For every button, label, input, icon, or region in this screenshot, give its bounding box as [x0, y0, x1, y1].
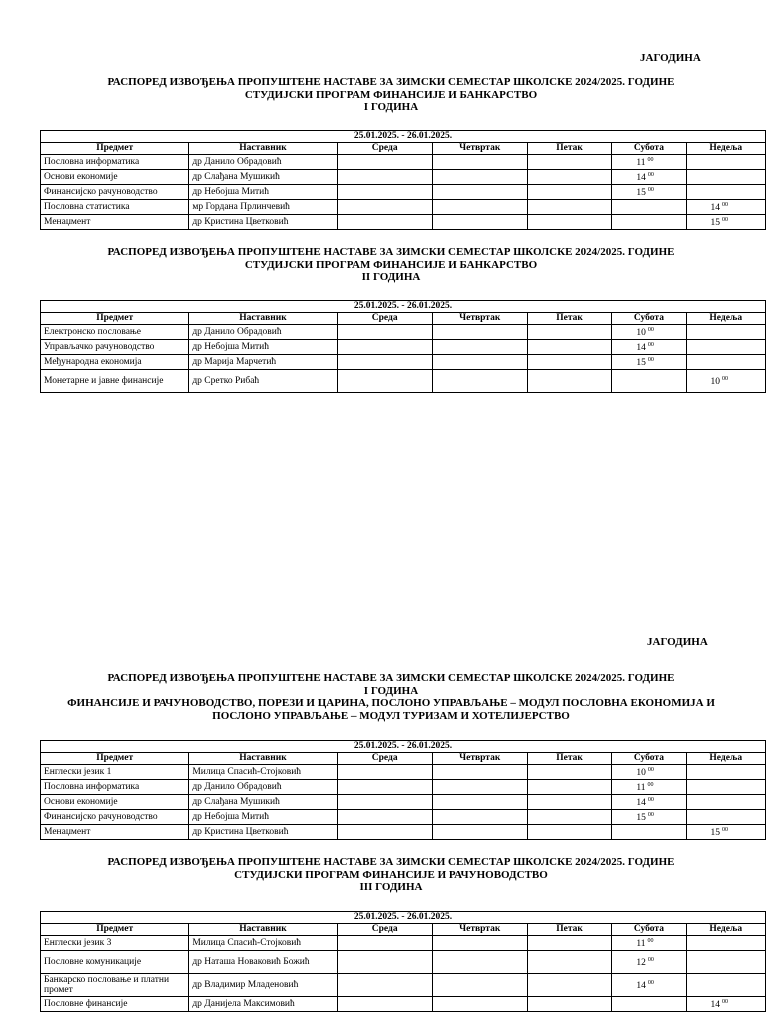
teacher-cell: др Сретко Рибаћ: [189, 370, 337, 393]
teacher-cell: др Слађана Мушикић: [189, 795, 337, 810]
subject-cell: Банкарско пословање и платни промет: [41, 974, 189, 997]
title-line: РАСПОРЕД ИЗВОЂЕЊА ПРОПУШТЕНЕ НАСТАВЕ ЗА ЗИМСКИ СЕМЕСТАР ШКОЛСКЕ 2024/2025. ГОДИНЕ: [107, 672, 675, 684]
empty-cell: [432, 155, 527, 170]
time-minutes: 00: [722, 999, 729, 1005]
empty-cell: [432, 185, 527, 200]
sunday-cell: [686, 355, 765, 370]
time-hour: 14: [710, 1000, 721, 1010]
teacher-cell: др Слађана Мушикић: [189, 170, 337, 185]
empty-cell: [432, 340, 527, 355]
empty-cell: [527, 170, 612, 185]
sunday-cell: [686, 325, 765, 340]
time-hour: 10: [636, 328, 646, 338]
sunday-cell: [686, 155, 765, 170]
schedule-title: [30, 856, 752, 894]
column-header: Четвртак: [432, 753, 527, 765]
empty-cell: [527, 355, 612, 370]
column-header: Среда: [337, 753, 432, 765]
subject-cell: Финансијско рачуноводство: [41, 810, 189, 825]
time-hour: 11: [636, 939, 646, 949]
empty-cell: [527, 185, 612, 200]
time-minutes: 00: [722, 827, 729, 833]
empty-cell: [527, 795, 612, 810]
teacher-cell: др Марија Марчетић: [189, 355, 337, 370]
sunday-cell: [686, 780, 765, 795]
time-minutes: 00: [722, 202, 729, 208]
teacher-cell: др Наташа Новаковић Божић: [189, 951, 337, 974]
time-minutes: 00: [647, 957, 654, 963]
column-header: Среда: [337, 313, 432, 325]
saturday-cell: [612, 974, 686, 997]
column-header: Предмет: [41, 753, 189, 765]
saturday-cell: [612, 355, 686, 370]
column-header: Наставник: [189, 924, 337, 936]
teacher-cell: др Данило Обрадовић: [189, 155, 337, 170]
empty-cell: [337, 810, 432, 825]
table-row: [41, 215, 766, 230]
subject-cell: Основи економије: [41, 170, 189, 185]
sunday-cell: [686, 170, 765, 185]
empty-cell: [527, 951, 612, 974]
teacher-cell: Милица Спасић-Стојковић: [189, 936, 337, 951]
saturday-cell: [612, 997, 686, 1012]
empty-cell: [432, 780, 527, 795]
time-minutes: 00: [647, 797, 654, 803]
empty-cell: [432, 325, 527, 340]
column-header: Наставник: [189, 313, 337, 325]
time-hour: 15: [636, 813, 646, 823]
teacher-cell: др Данило Обрадовић: [189, 325, 337, 340]
title-line: ФИНАНСИЈЕ И РАЧУНОВОДСТВО, ПОРЕЗИ И ЦАРИНА, ПОСЛОНО УПРАВЉАЊЕ – МОДУЛ ПОСЛОВНА ЕКОНОМИЈА И: [67, 697, 715, 709]
subject-cell: Пословна информатика: [41, 155, 189, 170]
time-hour: 15: [636, 358, 646, 368]
teacher-cell: др Кристина Цветковић: [189, 825, 337, 840]
time-hour: 14: [636, 173, 646, 183]
title-line: РАСПОРЕД ИЗВОЂЕЊА ПРОПУШТЕНЕ НАСТАВЕ ЗА ЗИМСКИ СЕМЕСТАР ШКОЛСКЕ 2024/2025. ГОДИНЕ: [107, 246, 675, 258]
sunday-cell: [686, 200, 765, 215]
header-row: [41, 924, 766, 936]
empty-cell: [432, 795, 527, 810]
time-hour: 14: [636, 343, 646, 353]
time-minutes: 00: [647, 357, 654, 363]
time-minutes: 00: [647, 342, 654, 348]
table-row: [41, 951, 766, 974]
column-header: Петак: [527, 143, 612, 155]
empty-cell: [432, 825, 527, 840]
empty-cell: [337, 155, 432, 170]
sunday-cell: [686, 215, 765, 230]
empty-cell: [432, 974, 527, 997]
subject-cell: Енглески језик 3: [41, 936, 189, 951]
table-row: [41, 780, 766, 795]
subject-cell: Међународна економија: [41, 355, 189, 370]
time-minutes: 00: [722, 217, 729, 223]
empty-cell: [527, 765, 612, 780]
table-row: [41, 997, 766, 1012]
schedule-table: [40, 740, 766, 840]
header-row: [41, 313, 766, 325]
title-line: РАСПОРЕД ИЗВОЂЕЊА ПРОПУШТЕНЕ НАСТАВЕ ЗА ЗИМСКИ СЕМЕСТАР ШКОЛСКЕ 2024/2025. ГОДИНЕ: [107, 76, 675, 88]
sunday-cell: [686, 765, 765, 780]
empty-cell: [527, 155, 612, 170]
sunday-cell: [686, 936, 765, 951]
time-hour: 14: [636, 981, 646, 991]
time-hour: 15: [636, 188, 646, 198]
title-line: ПОСЛОНО УПРАВЉАЊЕ – МОДУЛ ТУРИЗАМ И ХОТЕЛИЈЕРСТВО: [212, 709, 570, 722]
schedule-table: [40, 130, 766, 230]
table-row: [41, 825, 766, 840]
subject-cell: Пословна информатика: [41, 780, 189, 795]
column-header: Четвртак: [432, 313, 527, 325]
empty-cell: [527, 325, 612, 340]
time-minutes: 00: [647, 767, 654, 773]
time-hour: 14: [636, 798, 646, 808]
title-line: СТУДИЈСКИ ПРОГРАМ ФИНАНСИЈЕ И БАНКАРСТВО: [244, 88, 538, 101]
city-label: ЈАГОДИНА: [647, 636, 708, 648]
time-minutes: 00: [647, 938, 654, 944]
table-row: [41, 200, 766, 215]
subject-cell: Менаџмент: [41, 825, 189, 840]
column-header: Предмет: [41, 924, 189, 936]
saturday-cell: [612, 765, 686, 780]
saturday-cell: [612, 951, 686, 974]
empty-cell: [432, 355, 527, 370]
empty-cell: [432, 200, 527, 215]
time-hour: 11: [636, 783, 646, 793]
empty-cell: [527, 340, 612, 355]
saturday-cell: [612, 370, 686, 393]
sunday-cell: [686, 185, 765, 200]
empty-cell: [337, 200, 432, 215]
date-range: 25.01.2025. - 26.01.2025.: [41, 131, 766, 143]
schedule-title: [30, 246, 752, 284]
time-minutes: 00: [722, 376, 729, 382]
empty-cell: [337, 974, 432, 997]
header-row: [41, 143, 766, 155]
time-minutes: 00: [647, 172, 654, 178]
column-header: Недеља: [686, 143, 765, 155]
sunday-cell: [686, 795, 765, 810]
subject-cell: Управљачко рачуноводство: [41, 340, 189, 355]
subject-cell: Монетарне и јавне финансије: [41, 370, 189, 393]
sunday-cell: [686, 951, 765, 974]
title-line: III ГОДИНА: [359, 881, 423, 893]
header-row: [41, 753, 766, 765]
table-row: [41, 795, 766, 810]
time-hour: 14: [710, 203, 721, 213]
teacher-cell: др Данило Обрадовић: [189, 780, 337, 795]
empty-cell: [337, 825, 432, 840]
table-row: [41, 340, 766, 355]
column-header: Среда: [337, 143, 432, 155]
time-hour: 15: [710, 828, 721, 838]
title-line: I ГОДИНА: [363, 101, 419, 113]
column-header: Наставник: [189, 143, 337, 155]
saturday-cell: [612, 795, 686, 810]
column-header: Предмет: [41, 143, 189, 155]
table-row: [41, 370, 766, 393]
subject-cell: Пословна статистика: [41, 200, 189, 215]
empty-cell: [527, 936, 612, 951]
saturday-cell: [612, 325, 686, 340]
teacher-cell: мр Гордана Прлинчевић: [189, 200, 337, 215]
time-hour: 11: [636, 158, 646, 168]
teacher-cell: Милица Спасић-Стојковић: [189, 765, 337, 780]
empty-cell: [432, 951, 527, 974]
schedule-title: [30, 672, 752, 722]
sunday-cell: [686, 370, 765, 393]
time-minutes: 00: [647, 157, 654, 163]
column-header: Недеља: [686, 313, 765, 325]
empty-cell: [337, 370, 432, 393]
column-header: Петак: [527, 313, 612, 325]
saturday-cell: [612, 340, 686, 355]
table-row: [41, 185, 766, 200]
column-header: Субота: [612, 313, 686, 325]
sunday-cell: [686, 810, 765, 825]
table-row: [41, 936, 766, 951]
empty-cell: [337, 355, 432, 370]
saturday-cell: [612, 810, 686, 825]
empty-cell: [432, 810, 527, 825]
table-row: [41, 170, 766, 185]
empty-cell: [432, 170, 527, 185]
empty-cell: [432, 215, 527, 230]
column-header: Четвртак: [432, 924, 527, 936]
subject-cell: Основи економије: [41, 795, 189, 810]
empty-cell: [432, 936, 527, 951]
empty-cell: [337, 936, 432, 951]
empty-cell: [337, 170, 432, 185]
column-header: Субота: [612, 924, 686, 936]
empty-cell: [337, 780, 432, 795]
empty-cell: [527, 997, 612, 1012]
column-header: Субота: [612, 143, 686, 155]
column-header: Субота: [612, 753, 686, 765]
table-row: [41, 355, 766, 370]
table-row: [41, 155, 766, 170]
saturday-cell: [612, 200, 686, 215]
title-line: РАСПОРЕД ИЗВОЂЕЊА ПРОПУШТЕНЕ НАСТАВЕ ЗА ЗИМСКИ СЕМЕСТАР ШКОЛСКЕ 2024/2025. ГОДИНЕ: [107, 856, 675, 868]
title-line: I ГОДИНА: [363, 684, 419, 697]
subject-cell: Пословне финансије: [41, 997, 189, 1012]
empty-cell: [527, 215, 612, 230]
column-header: Предмет: [41, 313, 189, 325]
sunday-cell: [686, 997, 765, 1012]
schedule-table: [40, 300, 766, 393]
title-line: СТУДИЈСКИ ПРОГРАМ ФИНАНСИЈЕ И РАЧУНОВОДСТВО: [234, 868, 548, 881]
column-header: Среда: [337, 924, 432, 936]
empty-cell: [527, 370, 612, 393]
time-minutes: 00: [647, 812, 654, 818]
column-header: Недеља: [686, 924, 765, 936]
empty-cell: [337, 325, 432, 340]
time-hour: 10: [710, 377, 721, 387]
teacher-cell: др Владимир Младеновић: [189, 974, 337, 997]
subject-cell: Пословне комуникације: [41, 951, 189, 974]
empty-cell: [337, 215, 432, 230]
saturday-cell: [612, 936, 686, 951]
empty-cell: [432, 765, 527, 780]
saturday-cell: [612, 780, 686, 795]
empty-cell: [337, 765, 432, 780]
saturday-cell: [612, 170, 686, 185]
sunday-cell: [686, 340, 765, 355]
schedule-title: [30, 76, 752, 114]
empty-cell: [337, 795, 432, 810]
empty-cell: [337, 997, 432, 1012]
column-header: Четвртак: [432, 143, 527, 155]
date-range: 25.01.2025. - 26.01.2025.: [41, 912, 766, 924]
teacher-cell: др Кристина Цветковић: [189, 215, 337, 230]
saturday-cell: [612, 155, 686, 170]
sunday-cell: [686, 825, 765, 840]
empty-cell: [527, 825, 612, 840]
empty-cell: [432, 997, 527, 1012]
time-hour: 10: [636, 768, 646, 778]
empty-cell: [337, 951, 432, 974]
empty-cell: [527, 810, 612, 825]
subject-cell: Финансијско рачуноводство: [41, 185, 189, 200]
column-header: Петак: [527, 753, 612, 765]
time-hour: 15: [710, 218, 721, 228]
time-minutes: 00: [647, 327, 654, 333]
time-minutes: 00: [647, 187, 654, 193]
time-minutes: 00: [647, 980, 654, 986]
sunday-cell: [686, 974, 765, 997]
date-range: 25.01.2025. - 26.01.2025.: [41, 741, 766, 753]
column-header: Наставник: [189, 753, 337, 765]
title-line: II ГОДИНА: [361, 271, 421, 283]
saturday-cell: [612, 215, 686, 230]
empty-cell: [432, 370, 527, 393]
table-row: [41, 765, 766, 780]
table-row: [41, 974, 766, 997]
subject-cell: Менаџмент: [41, 215, 189, 230]
schedule-table: [40, 911, 766, 1012]
empty-cell: [527, 780, 612, 795]
time-hour: 12: [636, 958, 646, 968]
table-row: [41, 325, 766, 340]
title-line: СТУДИЈСКИ ПРОГРАМ ФИНАНСИЈЕ И БАНКАРСТВО: [244, 258, 538, 271]
teacher-cell: др Данијела Максимовић: [189, 997, 337, 1012]
table-row: [41, 810, 766, 825]
time-minutes: 00: [647, 782, 654, 788]
teacher-cell: др Небојша Митић: [189, 810, 337, 825]
saturday-cell: [612, 185, 686, 200]
city-label: ЈАГОДИНА: [640, 52, 701, 64]
empty-cell: [527, 974, 612, 997]
teacher-cell: др Небојша Митић: [189, 340, 337, 355]
saturday-cell: [612, 825, 686, 840]
empty-cell: [337, 185, 432, 200]
column-header: Недеља: [686, 753, 765, 765]
teacher-cell: др Небојша Митић: [189, 185, 337, 200]
empty-cell: [337, 340, 432, 355]
subject-cell: Електронско пословање: [41, 325, 189, 340]
column-header: Петак: [527, 924, 612, 936]
subject-cell: Енглески језик 1: [41, 765, 189, 780]
date-range: 25.01.2025. - 26.01.2025.: [41, 301, 766, 313]
empty-cell: [527, 200, 612, 215]
